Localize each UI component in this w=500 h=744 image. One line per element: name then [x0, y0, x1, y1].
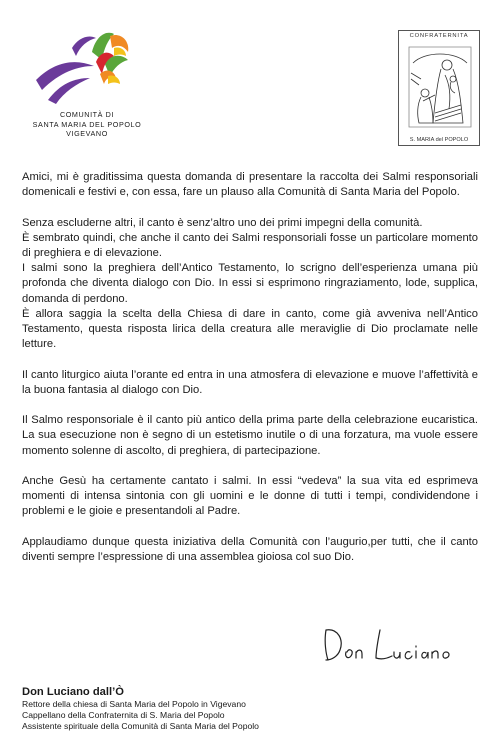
logo-caption-line3: VIGEVANO [66, 129, 108, 138]
paragraph: Il canto liturgico aiuta l’orante ed entra in una atmosfera di elevazione e muove l’affettività e la buona fantasia al dialogo con Dio. [22, 368, 478, 396]
author-role: Rettore della chiesa di Santa Maria del Popolo in Vigevano [22, 699, 246, 709]
logo-caption-line1: COMUNITÀ DI [59, 110, 115, 119]
community-logo [22, 22, 152, 142]
paragraph [22, 170, 478, 200]
author-block [22, 685, 462, 733]
seal-top-text: CONFRATERNITA [409, 33, 469, 39]
paragraph-line: I salmi sono la preghiera dell’Antico Testamento, lo scrigno dell’esperienza umana più profonda che diventa dialogo con Dio. In essi si esprimono ringraziamento, lode, supplica, domanda di perdono. [22, 262, 478, 305]
paragraph-text: Amici, mi è graditissima questa domanda di presentare la raccolta dei Salmi responsoriali domenicali e festivi e, con essa, fare un plauso alla Comunità di Santa Maria del Popolo. [22, 171, 478, 199]
author-role: Cappellano della Confraternita di S. Maria del Popolo [22, 710, 225, 721]
logo-caption-line2: SANTA MARIA DEL POPOLO [32, 119, 142, 129]
letter-body [22, 170, 478, 580]
paragraph-line: Senza escluderne altri, il canto è senz’altro uno dei primi impegni della comunità. [22, 216, 423, 229]
paragraph-line: È sembrato quindi, che anche il canto dei Salmi responsoriali fosse un particolare momento di preghiera e di elevazione. [22, 231, 478, 259]
paragraph-group [22, 216, 478, 353]
confraternity-seal [398, 30, 480, 146]
seal-bottom-text: S. MARIA del POPOLO [409, 137, 469, 143]
author-role: Assistente spirituale della Comunità di Santa Maria del Popolo [22, 721, 259, 732]
paragraph-line: È allora saggia la scelta della Chiesa di dare in canto, come già avveniva nell’Antico Testamento, questa risposta lirica della creatura alle meraviglie di Dio proclamate nelle letture. [22, 307, 478, 351]
community-logo-mark [34, 22, 134, 104]
paragraph: Anche Gesù ha certamente cantato i salmi. In essi “vedeva” la sua vita ed esprimeva momenti di intensa sintonia con gli uomini e le donne di tutti i tempi, condividendone i problemi e le gioie e presentandoli al Padre. [22, 475, 478, 518]
author-name: Don Luciano dall’Ò [22, 686, 124, 698]
community-logo-caption [22, 110, 152, 139]
paragraph: Applaudiamo dunque questa iniziativa della Comunità con l’augurio,per tutti, che il canto diventi sempre l’espressione di una assemblea gioiosa col suo Dio. [22, 535, 478, 563]
handwritten-signature [318, 616, 468, 676]
seal-illustration [405, 43, 475, 131]
paragraph: Il Salmo responsoriale è il canto più antico della prima parte della celebrazione eucaristica. La sua esecuzione non è segno di un estetismo inutile o di una forzatura, ma vuole essere momento solenne di ascolto, di preghiera, di partecipazione. [22, 414, 478, 457]
